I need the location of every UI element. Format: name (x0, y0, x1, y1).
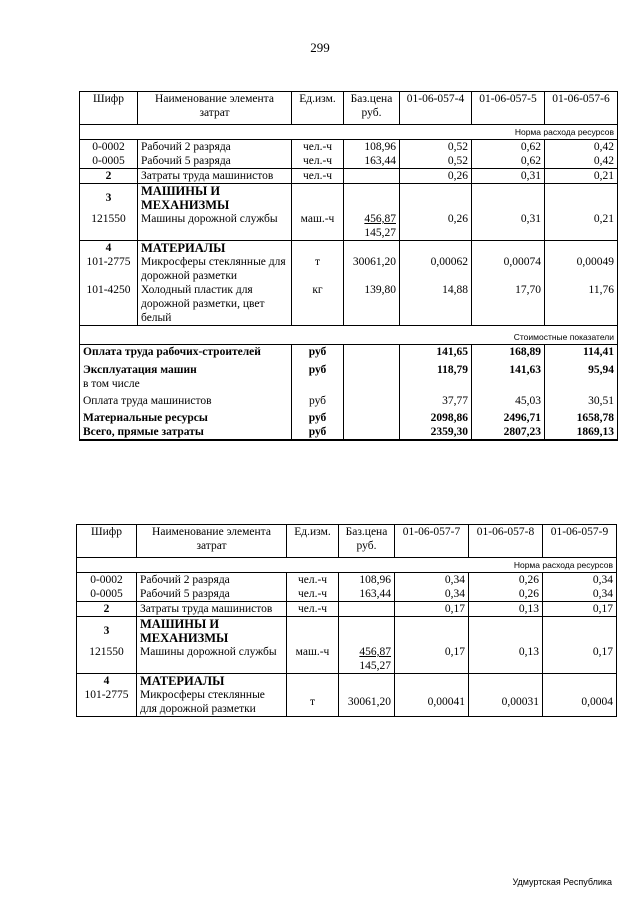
row-unit: т (292, 255, 344, 283)
row-name: Рабочий 5 разряда (138, 154, 292, 169)
row-name: Рабочий 2 разряда (137, 573, 287, 588)
row-value: 0,62 (472, 140, 545, 155)
section-title: МАШИНЫ И МЕХАНИЗМЫ (138, 184, 292, 213)
row-value: 0,00041 (395, 688, 469, 717)
table-row (80, 140, 618, 155)
row-value: 0,62 (472, 154, 545, 169)
row-code: 2 (77, 602, 137, 617)
header-price: Баз.цена руб. (344, 92, 400, 125)
summary-value: 37,77 (400, 391, 472, 408)
row-value: 0,00031 (469, 688, 543, 717)
footer-region: Удмуртская Республика (512, 877, 612, 887)
summary-row (80, 345, 618, 360)
row-value: 0,17 (395, 645, 469, 674)
header-code: 01-06-057-4 (400, 92, 472, 125)
table-header-row (77, 525, 617, 558)
row-unit: маш.-ч (292, 212, 344, 241)
summary-row (80, 425, 618, 440)
row-price: 30061,20 (344, 255, 400, 283)
summary-value: 2496,71 (472, 408, 545, 425)
table-row (77, 573, 617, 588)
table-row (80, 154, 618, 169)
row-value: 0,52 (400, 140, 472, 155)
row-value: 0,26 (400, 212, 472, 241)
row-name: Рабочий 2 разряда (138, 140, 292, 155)
header-cipher: Шифр (77, 525, 137, 558)
summary-value: 141,63 (472, 359, 545, 377)
table-row (80, 212, 618, 241)
summary-value: 1658,78 (545, 408, 618, 425)
summary-row (80, 391, 618, 408)
row-value: 0,26 (400, 169, 472, 184)
row-unit: чел.-ч (287, 587, 339, 602)
summary-name: в том числе (80, 377, 292, 391)
summary-value: 114,41 (545, 345, 618, 360)
norm-note-row (80, 125, 618, 140)
table-row (80, 255, 618, 283)
row-code: 3 (77, 617, 137, 646)
summary-value: 168,89 (472, 345, 545, 360)
table-section-row (77, 617, 617, 646)
row-value: 0,34 (543, 587, 617, 602)
row-code: 4 (77, 674, 137, 689)
row-value: 0,42 (545, 140, 618, 155)
summary-unit: руб (292, 345, 344, 360)
row-price-secondary: 145,27 (364, 227, 396, 239)
page-number: 299 (310, 40, 330, 55)
header-code: 01-06-057-9 (543, 525, 617, 558)
row-name: Холодный пластик для дорожной разметки, цвет белый (138, 283, 292, 326)
summary-name: Материальные ресурсы (80, 408, 292, 425)
summary-value: 2359,30 (400, 425, 472, 440)
row-unit: чел.-ч (287, 573, 339, 588)
row-value: 0,34 (543, 573, 617, 588)
table-row (77, 587, 617, 602)
summary-unit: руб (292, 408, 344, 425)
summary-value: 2807,23 (472, 425, 545, 440)
summary-value: 30,51 (545, 391, 618, 408)
summary-name: Всего, прямые затраты (80, 425, 292, 440)
row-price: 456,87 (359, 646, 391, 658)
row-price: 163,44 (339, 587, 395, 602)
summary-name: Оплата труда рабочих-строителей (80, 345, 292, 360)
table-row (80, 283, 618, 326)
row-code: 4 (80, 241, 138, 256)
summary-value: 95,94 (545, 359, 618, 377)
section-title: МАШИНЫ И МЕХАНИЗМЫ (137, 617, 287, 646)
section-title: МАТЕРИАЛЫ (137, 674, 287, 689)
summary-unit: руб (292, 425, 344, 440)
header-code: 01-06-057-8 (469, 525, 543, 558)
summary-value: 118,79 (400, 359, 472, 377)
row-value: 0,0004 (543, 688, 617, 717)
header-code: 01-06-057-6 (545, 92, 618, 125)
summary-row (80, 359, 618, 377)
row-price: 456,87 (364, 213, 396, 225)
summary-value: 1869,13 (545, 425, 618, 440)
header-unit: Ед.изм. (287, 525, 339, 558)
row-price: 108,96 (339, 573, 395, 588)
header-code: 01-06-057-5 (472, 92, 545, 125)
cost-note-row (80, 326, 618, 345)
row-value: 11,76 (545, 283, 618, 326)
row-name: Машины дорожной службы (138, 212, 292, 241)
row-value: 0,26 (469, 573, 543, 588)
row-name: Затраты труда машинистов (138, 169, 292, 184)
row-name: Рабочий 5 разряда (137, 587, 287, 602)
row-code: 121550 (77, 645, 137, 674)
norm-note: Норма расхода ресурсов (80, 125, 618, 140)
header-unit: Ед.изм. (292, 92, 344, 125)
table-section-row (80, 241, 618, 256)
row-value: 0,34 (395, 573, 469, 588)
table-row (77, 602, 617, 617)
summary-unit: руб (292, 359, 344, 377)
row-code: 0-0002 (77, 573, 137, 588)
row-name: Микросферы стеклянные для дорожной разметки (137, 688, 287, 717)
summary-row (80, 408, 618, 425)
summary-name: Эксплуатация машин (80, 359, 292, 377)
summary-value: 2098,86 (400, 408, 472, 425)
row-value: 0,42 (545, 154, 618, 169)
table-row (77, 688, 617, 717)
row-unit: т (287, 688, 339, 717)
row-value: 0,21 (545, 212, 618, 241)
row-value: 0,52 (400, 154, 472, 169)
row-code: 0-0005 (77, 587, 137, 602)
summary-value: 45,03 (472, 391, 545, 408)
row-price: 139,80 (344, 283, 400, 326)
section-title: МАТЕРИАЛЫ (138, 241, 292, 256)
row-code: 3 (80, 184, 138, 213)
row-value: 0,21 (545, 169, 618, 184)
summary-row (80, 377, 618, 391)
table-section-row (80, 184, 618, 213)
row-price: 30061,20 (339, 688, 395, 717)
header-name: Наименование элемента затрат (138, 92, 292, 125)
row-code: 101-2775 (80, 255, 138, 283)
row-value: 0,34 (395, 587, 469, 602)
summary-name: Оплата труда машинистов (80, 391, 292, 408)
row-value: 0,31 (472, 212, 545, 241)
row-unit: чел.-ч (292, 169, 344, 184)
table-row (80, 169, 618, 184)
header-name: Наименование элемента затрат (137, 525, 287, 558)
row-unit: кг (292, 283, 344, 326)
table-header-row (80, 92, 618, 125)
row-code: 2 (80, 169, 138, 184)
row-unit: чел.-ч (292, 154, 344, 169)
row-name: Микросферы стеклянные для дорожной разметки (138, 255, 292, 283)
row-value: 0,13 (469, 645, 543, 674)
cost-note: Стоимостные показатели (80, 326, 618, 345)
row-price: 163,44 (344, 154, 400, 169)
norm-note-row (77, 558, 617, 573)
table-row (77, 645, 617, 674)
row-price-secondary: 145,27 (359, 660, 391, 672)
row-price: 108,96 (344, 140, 400, 155)
row-value: 0,26 (469, 587, 543, 602)
header-cipher: Шифр (80, 92, 138, 125)
row-value: 0,00074 (472, 255, 545, 283)
header-price: Баз.цена руб. (339, 525, 395, 558)
row-unit: маш.-ч (287, 645, 339, 674)
summary-unit: руб (292, 391, 344, 408)
row-value: 14,88 (400, 283, 472, 326)
row-value: 0,31 (472, 169, 545, 184)
row-unit: чел.-ч (287, 602, 339, 617)
resource-table-2 (76, 524, 617, 717)
row-name: Машины дорожной службы (137, 645, 287, 674)
row-value: 0,13 (469, 602, 543, 617)
row-code: 101-2775 (77, 688, 137, 717)
row-value: 0,00049 (545, 255, 618, 283)
row-value: 17,70 (472, 283, 545, 326)
row-value: 0,17 (543, 602, 617, 617)
norm-note: Норма расхода ресурсов (77, 558, 617, 573)
row-name: Затраты труда машинистов (137, 602, 287, 617)
row-value: 0,17 (543, 645, 617, 674)
resource-table-1 (79, 91, 618, 441)
row-value: 0,00062 (400, 255, 472, 283)
table-section-row (77, 674, 617, 689)
header-code: 01-06-057-7 (395, 525, 469, 558)
summary-value: 141,65 (400, 345, 472, 360)
row-value: 0,17 (395, 602, 469, 617)
row-code: 121550 (80, 212, 138, 241)
row-code: 101-4250 (80, 283, 138, 326)
row-unit: чел.-ч (292, 140, 344, 155)
row-code: 0-0005 (80, 154, 138, 169)
row-code: 0-0002 (80, 140, 138, 155)
